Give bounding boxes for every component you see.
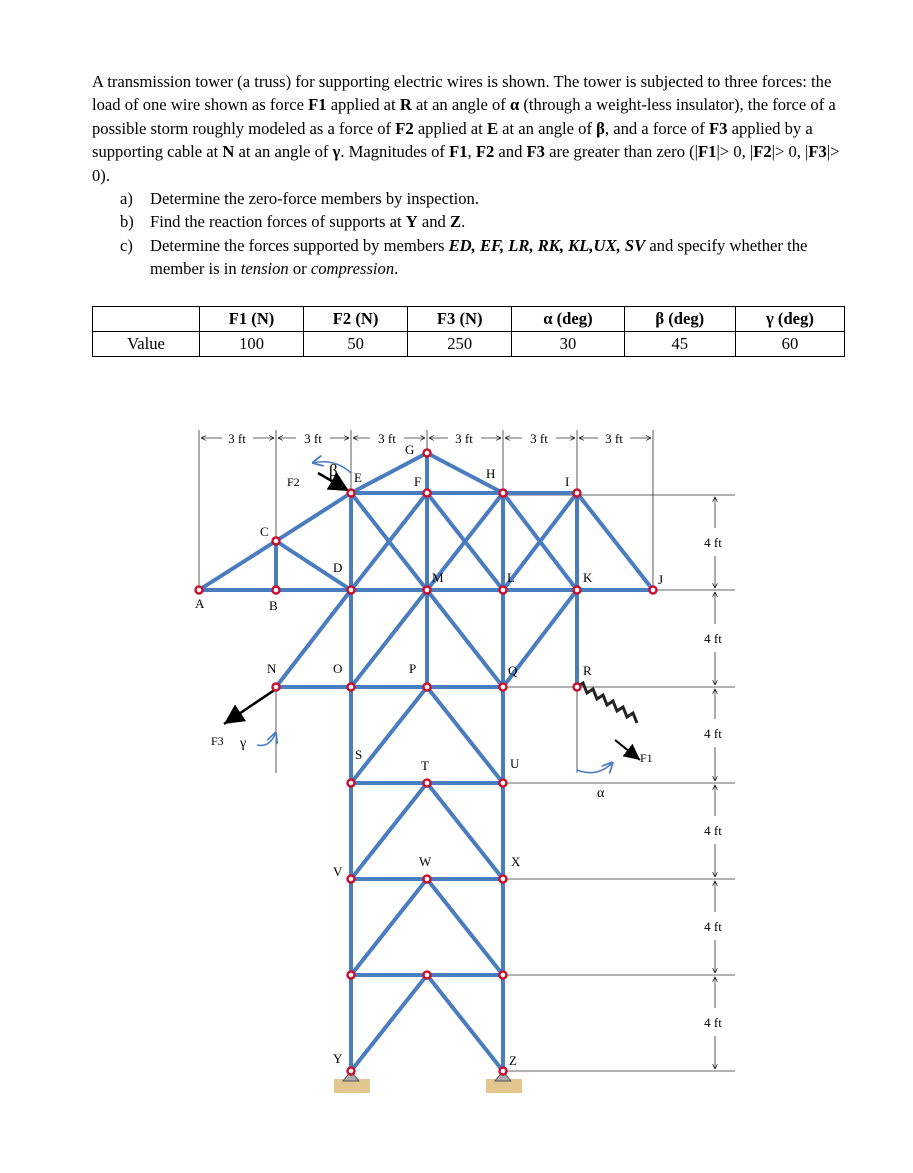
joint-lower-right (500, 972, 507, 979)
row-label-value: Value (93, 332, 200, 357)
label-alpha: α (597, 786, 605, 801)
label-c: C (260, 524, 269, 539)
joint-t (424, 780, 431, 787)
value-f2: 50 (304, 332, 408, 357)
parameter-header-row (93, 307, 845, 332)
label-s: S (355, 747, 363, 762)
label-i: I (565, 474, 570, 489)
joint-q (500, 684, 507, 691)
joint-o (348, 684, 355, 691)
joint-y (348, 1068, 355, 1075)
label-t: T (421, 758, 429, 773)
header-f3: F3 (N) (408, 307, 512, 332)
label-o: O (333, 661, 343, 676)
angle-arcs (257, 462, 613, 773)
joint-z (500, 1068, 507, 1075)
header-f1: F1 (N) (200, 307, 304, 332)
angle-gamma-arc (257, 732, 276, 745)
joint-i (574, 490, 581, 497)
force-f3-arrow (224, 689, 276, 724)
height-label-1: 4 ft (704, 535, 722, 550)
header-f2: F2 (N) (304, 307, 408, 332)
label-m: M (432, 570, 444, 585)
joint-lower-left (348, 972, 355, 979)
joint-s (348, 780, 355, 787)
dim-label-3: 3 ft (378, 431, 396, 446)
insulator-icon (577, 683, 637, 723)
header-beta: β (deg) (624, 307, 735, 332)
joint-e (348, 490, 355, 497)
joint-h (500, 490, 507, 497)
joint-a (196, 587, 203, 594)
joint-r (574, 684, 581, 691)
dim-label-6: 3 ft (605, 431, 623, 446)
parameter-table (92, 306, 845, 357)
joint-d (348, 587, 355, 594)
label-u: U (510, 756, 520, 771)
joint-m (424, 587, 431, 594)
angle-alpha-arc (577, 762, 613, 773)
dim-label-1: 3 ft (228, 431, 246, 446)
label-f3: F3 (211, 734, 224, 748)
value-f3: 250 (408, 332, 512, 357)
joint-b (273, 587, 280, 594)
joint-n (273, 684, 280, 691)
height-label-5: 4 ft (704, 919, 722, 934)
label-l: L (507, 570, 515, 585)
label-w: W (419, 854, 432, 869)
joint-l (500, 587, 507, 594)
vertical-dimension-labels (704, 535, 722, 1030)
joint-x (500, 876, 507, 883)
symbol-f1: F1 (308, 95, 327, 115)
label-p: P (409, 661, 417, 676)
joint-k (574, 587, 581, 594)
label-k: K (583, 570, 593, 585)
label-b: B (269, 598, 278, 613)
label-j: J (658, 572, 664, 587)
label-g: G (405, 442, 415, 457)
horizontal-dimension-labels (228, 431, 623, 446)
intro-paragraph: A transmission tower (a truss) for supporting electric wires is shown. The tower is subjected to three forces: the load of one wire shown as force F1 applied at R at an angle of α (through a weight-less insulator), the force of a possible storm roughly modeled as a force of F2 applied at E at an angle of β, and a force of F3 applied by a supporting cable at N at an angle of γ. Magnitudes of F1, F2 and F3 are greater than zero (|F1|> 0, |F2|> 0, |F3|> 0). (92, 72, 840, 185)
value-alpha: 30 (512, 332, 624, 357)
question-c: c) Determine the forces supported by members ED, EF, LR, RK, KL,UX, SV and specify whether the member is in tension or compression. (120, 235, 808, 279)
problem-statement (92, 70, 842, 281)
label-f1: F1 (640, 751, 653, 765)
label-y: Y (333, 1051, 343, 1066)
header-empty (93, 307, 200, 332)
joint-p (424, 684, 431, 691)
label-x: X (511, 854, 521, 869)
label-v: V (333, 864, 343, 879)
truss-diagram (0, 420, 913, 1120)
label-n: N (267, 661, 277, 676)
dim-label-2: 3 ft (304, 431, 322, 446)
height-label-6: 4 ft (704, 1015, 722, 1030)
joint-j (650, 587, 657, 594)
value-beta: 45 (624, 332, 735, 357)
label-beta: β (329, 461, 338, 480)
label-h: H (486, 466, 496, 481)
label-gamma: γ (240, 736, 247, 751)
question-a: a) Determine the zero-force members by inspection. (120, 189, 479, 209)
question-b: b) Find the reaction forces of supports at Y and Z. (120, 212, 466, 232)
force-f1-arrow (615, 740, 640, 760)
joint-w (424, 876, 431, 883)
label-d: D (333, 560, 343, 575)
joint-g (424, 450, 431, 457)
label-r: R (583, 663, 592, 678)
label-z: Z (509, 1053, 517, 1068)
joint-lower-mid (424, 972, 431, 979)
dim-label-4: 3 ft (455, 431, 473, 446)
joint-u (500, 780, 507, 787)
label-q: Q (508, 663, 518, 678)
height-label-2: 4 ft (704, 631, 722, 646)
header-gamma: γ (deg) (735, 307, 844, 332)
dim-label-5: 3 ft (530, 431, 548, 446)
label-f2: F2 (287, 475, 300, 489)
joint-f (424, 490, 431, 497)
height-label-4: 4 ft (704, 823, 722, 838)
label-f: F (414, 474, 422, 489)
question-list (92, 187, 842, 281)
supports (334, 1071, 522, 1093)
value-f1: 100 (200, 332, 304, 357)
label-a: A (195, 596, 205, 611)
force-labels (211, 461, 653, 801)
header-alpha: α (deg) (512, 307, 624, 332)
label-e: E (354, 470, 362, 485)
value-gamma: 60 (735, 332, 844, 357)
joint-v (348, 876, 355, 883)
height-label-3: 4 ft (704, 726, 722, 741)
joint-c (273, 538, 280, 545)
parameter-value-row (93, 332, 845, 357)
